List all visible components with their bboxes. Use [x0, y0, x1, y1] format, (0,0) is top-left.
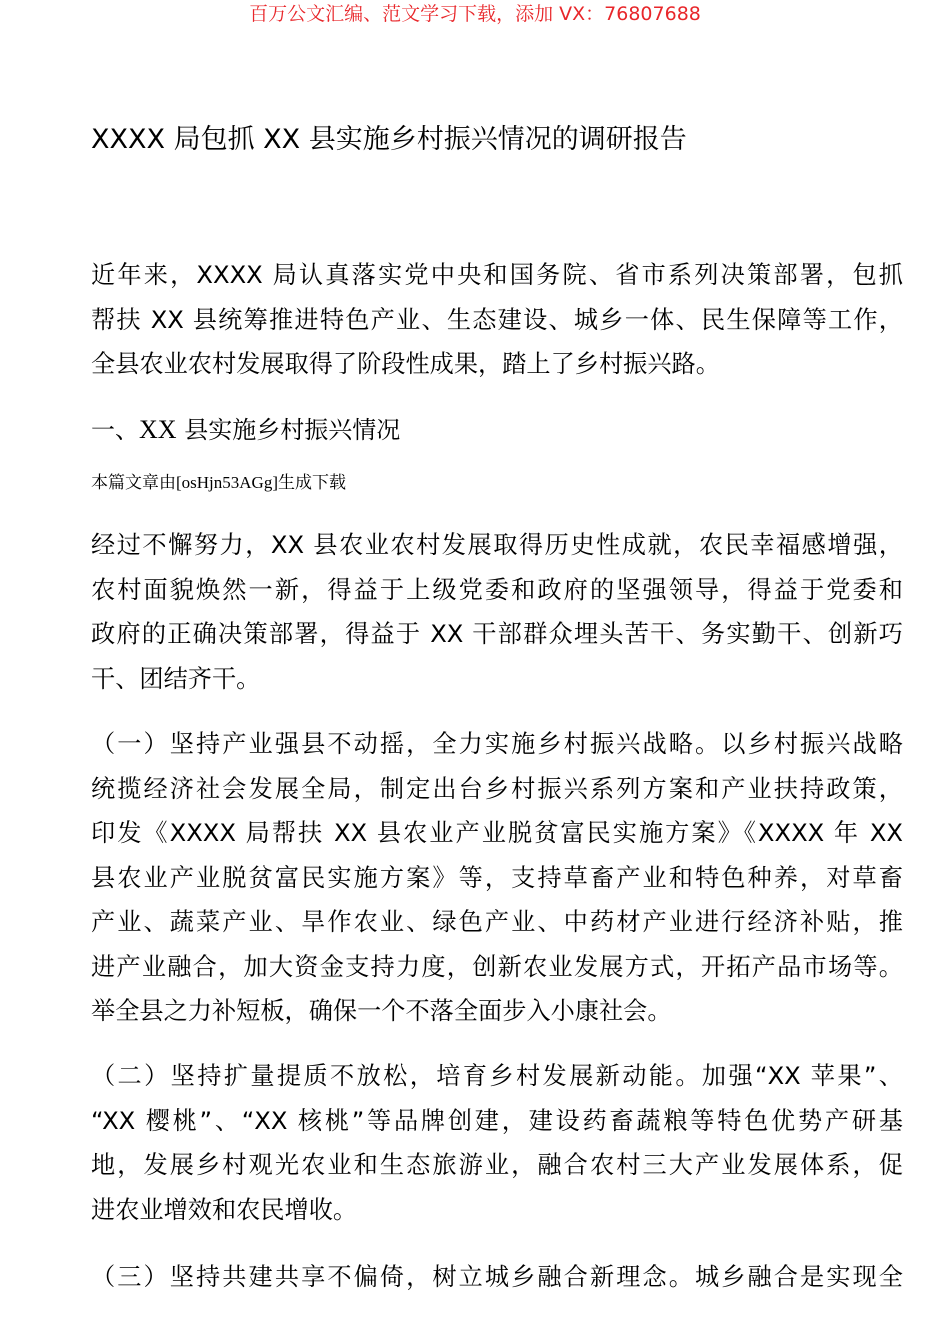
text-line: 近年来，XXXX 局认真落实党中央和国务院、省市系列决策部署，包抓: [91, 261, 903, 289]
document-title: XXXX 局包抓 XX 县实施乡村振兴情况的调研报告: [91, 124, 687, 155]
section-heading-prefix: 一、: [91, 416, 139, 444]
text-line: 举全县之力补短板，确保一个不落全面步入小康社会。: [91, 997, 672, 1025]
text-line: 帮扶 XX 县统筹推进特色产业、生态建设、城乡一体、民生保障等工作，: [91, 305, 903, 334]
paragraph-achievements: [91, 523, 903, 701]
text-line: 地，发展乡村观光农业和生态旅游业，融合农村三大产业发展体系，促: [91, 1151, 903, 1179]
paragraph-integration: [91, 1255, 903, 1300]
text-line: （二）坚持扩量提质不放松，培育乡村发展新动能。加强“XX 苹果”、: [91, 1062, 903, 1090]
text-line: 经过不懈努力，XX 县农业农村发展取得历史性成就，农民幸福感增强，: [91, 531, 903, 559]
text-line: “XX 樱桃”、“XX 核桃”等品牌创建，建设药畜蔬粮等特色优势产研基: [91, 1106, 903, 1135]
generated-note: 本篇文章由[osHjn53AGg]生成下载: [91, 473, 346, 492]
section-heading-rest: 县实施乡村振兴情况: [176, 416, 401, 444]
text-line: 进产业融合，加大资金支持力度，创新农业发展方式，开拓产品市场等。: [91, 952, 903, 981]
section-heading: [91, 410, 400, 450]
text-line: 统揽经济社会发展全局，制定出台乡村振兴系列方案和产业扶持政策，: [91, 774, 903, 803]
text-line: 产业、蔬菜产业、旱作农业、绿色产业、中药材产业进行经济补贴，推: [91, 908, 903, 936]
text-line: （三）坚持共建共享不偏倚，树立城乡融合新理念。城乡融合是实现全: [91, 1263, 903, 1291]
intro-paragraph: [91, 253, 903, 387]
text-line: 全县农业农村发展取得了阶段性成果，踏上了乡村振兴路。: [91, 350, 720, 378]
text-line: 干、团结齐干。: [91, 664, 261, 693]
section-heading-latin: XX: [139, 415, 177, 444]
text-line: （一）坚持产业强县不动摇，全力实施乡村振兴战略。以乡村振兴战略: [91, 730, 903, 758]
promo-banner: 百万公文汇编、范文学习下载，添加 VX：76807688: [249, 3, 701, 25]
text-line: 印发《XXXX 局帮扶 XX 县农业产业脱贫富民实施方案》《XXXX 年 XX: [91, 819, 903, 847]
paragraph-industry: [91, 722, 903, 1034]
text-line: 县农业产业脱贫富民实施方案》等，支持草畜产业和特色种养，对草畜: [91, 863, 903, 892]
text-line: 农村面貌焕然一新，得益于上级党委和政府的坚强领导，得益于党委和: [91, 575, 903, 604]
paragraph-quality: [91, 1054, 903, 1232]
text-line: 政府的正确决策部署，得益于 XX 干部群众埋头苦干、务实勤干、创新巧: [91, 620, 903, 648]
text-line: 进农业增效和农民增收。: [91, 1195, 358, 1224]
